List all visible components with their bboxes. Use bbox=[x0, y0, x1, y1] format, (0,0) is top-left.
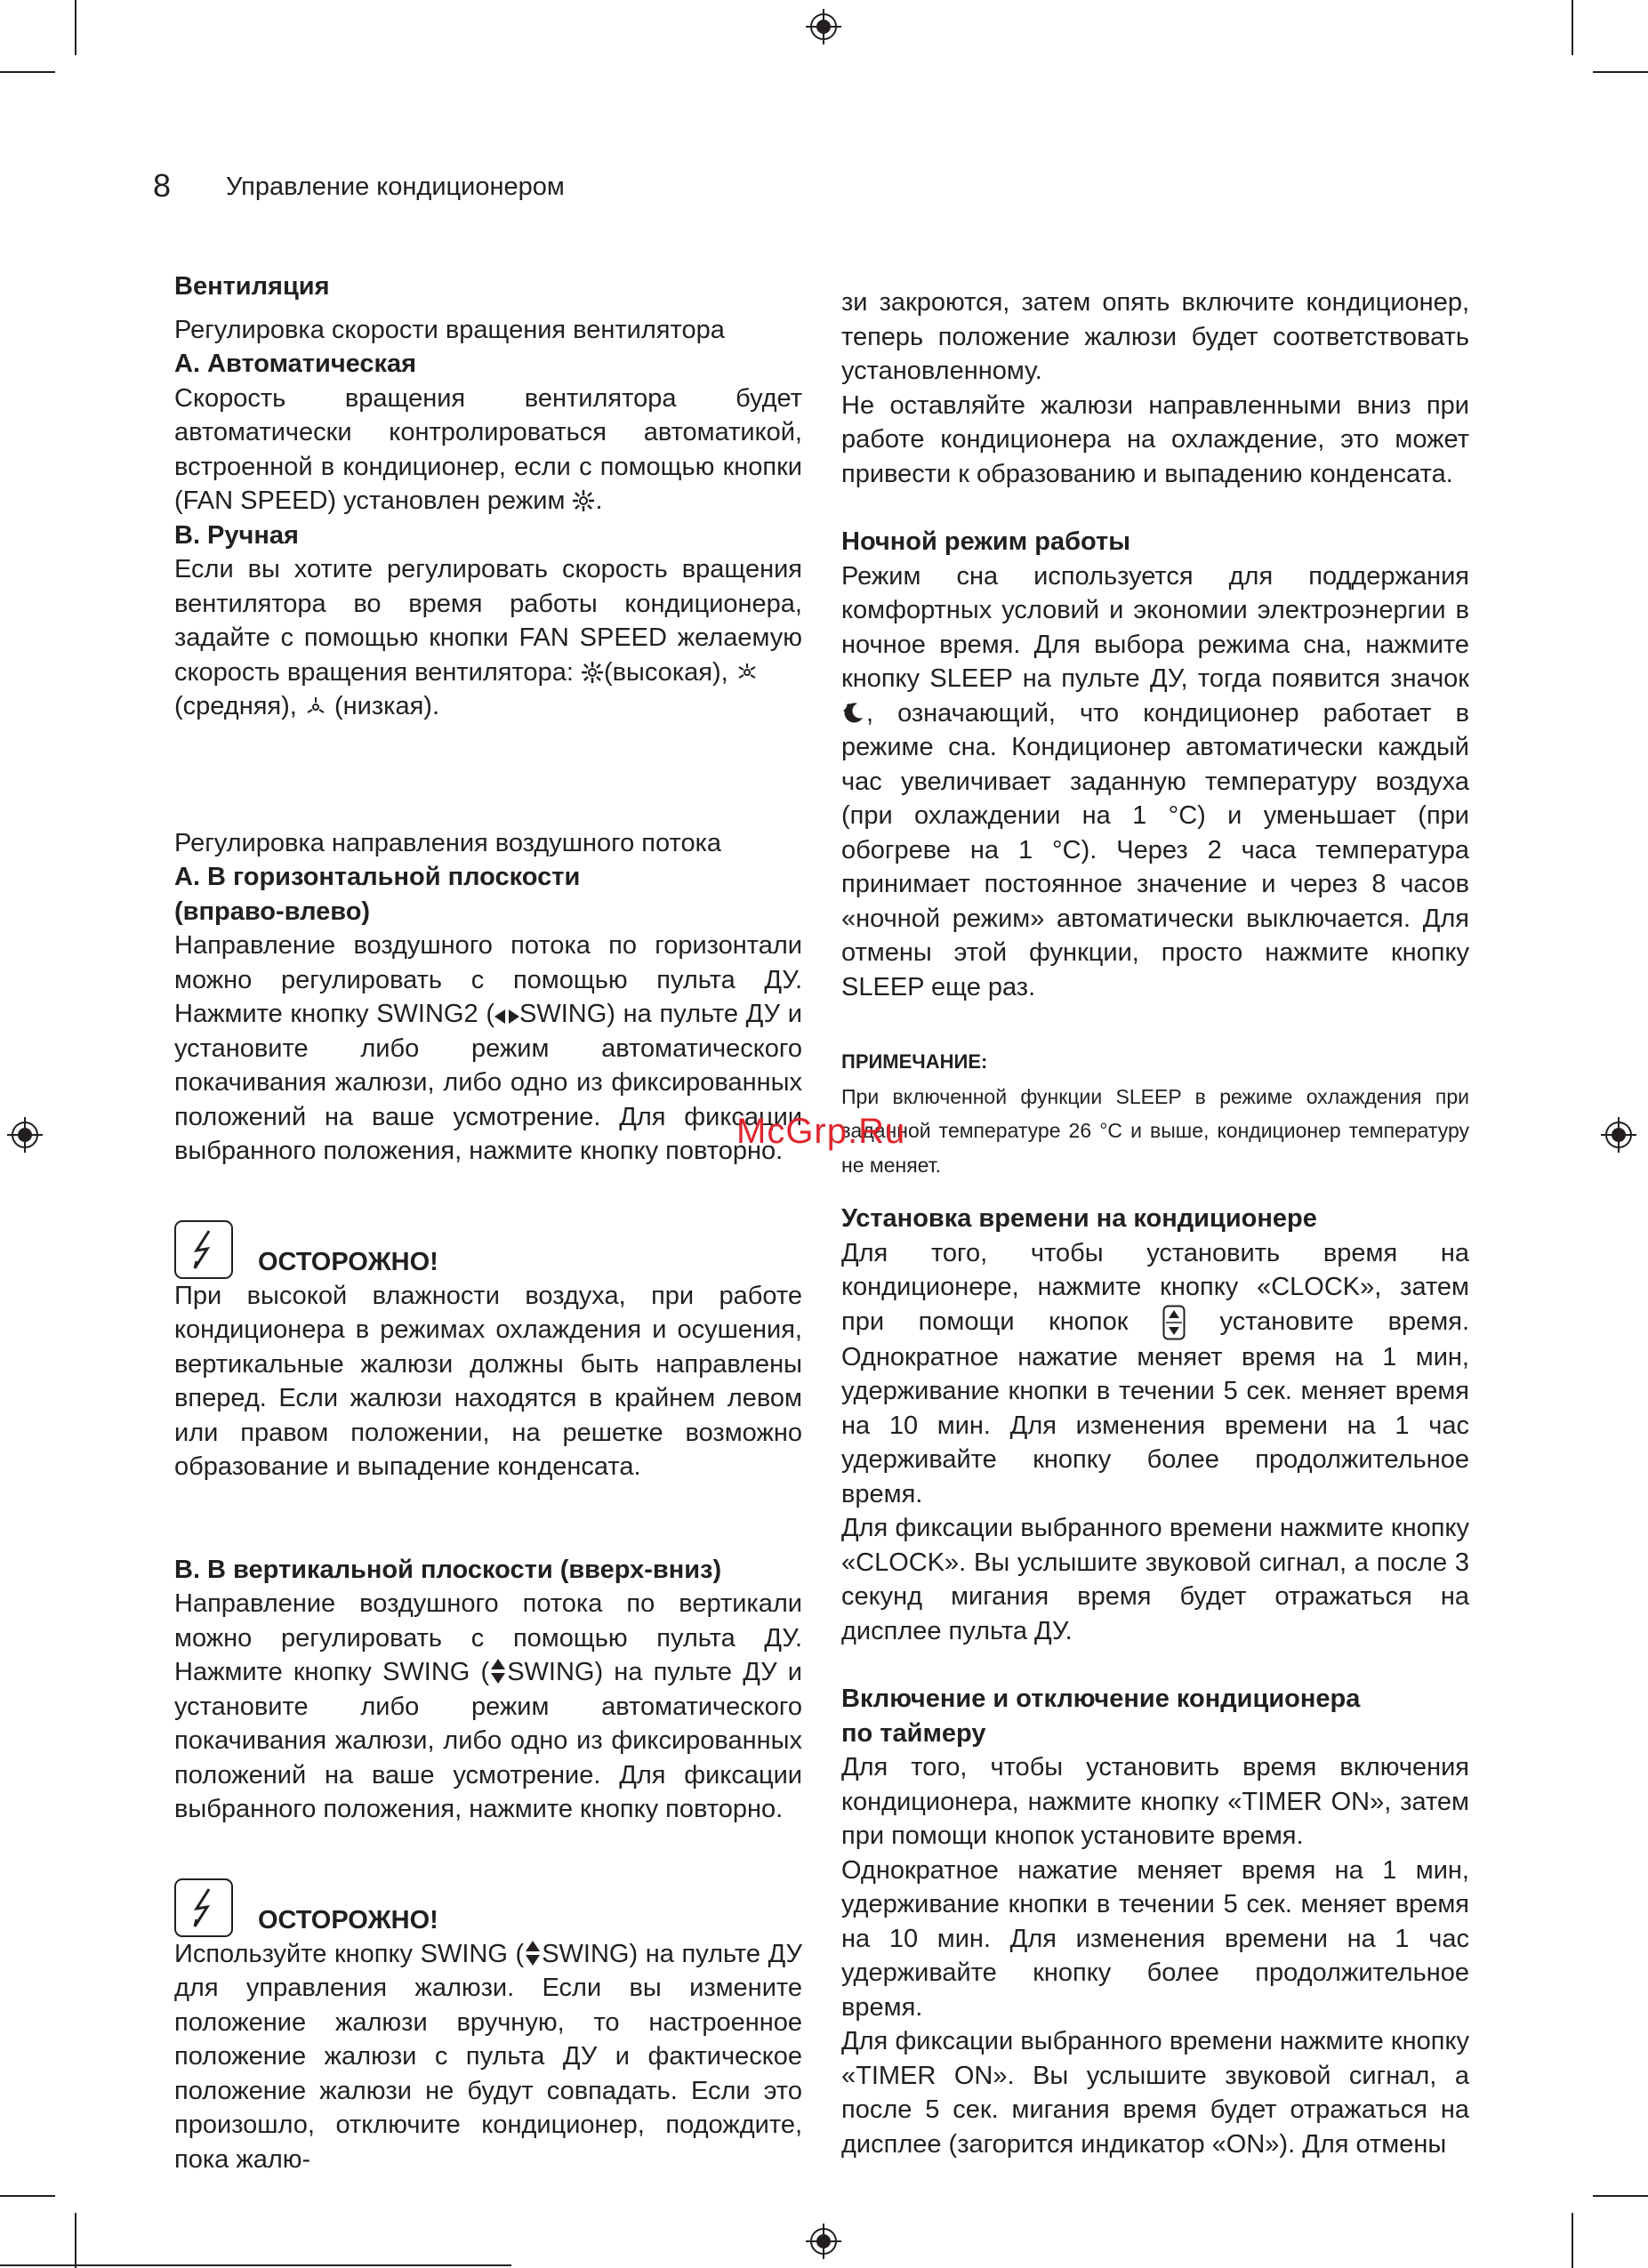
lightning-warning-icon bbox=[174, 1220, 233, 1279]
auto-title: A. Автоматическая bbox=[174, 350, 417, 378]
page-title: Управление кондиционером bbox=[226, 173, 565, 201]
crop-mark-bottom-right-v bbox=[1572, 2213, 1573, 2268]
auto-paragraph: Скорость вращения вентилятора будет автоматически контролироваться автоматикой, встроенной в кондиционер, если с помощью кнопки (FAN SPEED) установлен режим . bbox=[174, 383, 802, 515]
crop-mark-top-left bbox=[0, 71, 55, 73]
ventilation-title: Вентиляция bbox=[174, 272, 330, 301]
horizontal-title: A. В горизонтальной плоскости (вправо-влево) bbox=[174, 863, 581, 926]
crop-mark-top-right-v bbox=[1572, 0, 1573, 55]
continued-paragraph-1: зи закроются, затем опять включите кондиционер, теперь положение жалюзи будет соответствовать установленному. bbox=[841, 288, 1469, 385]
swing-horizontal-icon bbox=[494, 1008, 519, 1025]
registration-mark-bottom-icon bbox=[806, 2224, 841, 2259]
night-mode-paragraph: Режим сна используется для поддержания комфортных условий и экономии электроэнергии в ночное время. Для выбора режима сна, нажмите кнопку SLEEP на пульте ДУ, тогда появится значок , означающий, что кондиционер работает в режиме сна. Кондиционер автоматически каждый час увеличивает заданную температуру воздуха (при охлаждении на 1 °C) и уменьшает (при обогреве на 1 °C). Через 2 часа температура принимает постоянное значение и через 8 часов «ночной режим» автоматически выключается. Для отмены этой функции, просто нажмите кнопку SLEEP еще раз. bbox=[841, 561, 1469, 1001]
timer-paragraph-3: Для фиксации выбранного времени нажмите кнопку «TIMER ON». Вы услышите звуковой сигнал, а после 5 сек. мигания время будет отражаться на дисплее (загорится индикатор «ON»). Для отмены bbox=[841, 2027, 1469, 2159]
timer-paragraph-2: Однократное нажатие меняет время на 1 мин, удерживание кнопки в течении 5 сек. меняет время на 10 мин. Для изменения времени на 1 час удерживайте кнопку более продолжительное время. bbox=[841, 1855, 1469, 2022]
fan-medium-icon bbox=[736, 661, 759, 684]
watermark: McGrp.Ru bbox=[736, 1112, 906, 1151]
manual-title: B. Ручная bbox=[174, 520, 299, 550]
horizontal-paragraph: Направление воздушного потока по горизонтали можно регулировать с помощью пульта ДУ. Нажмите кнопку SWING2 ( SWING) на пульте ДУ и установите либо режим автоматического покачивания жалюзи, либо одно из фиксированных положений на ваше усмотрение. Для фиксации выбранного положения, нажмите кнопку повторно. bbox=[174, 931, 803, 1165]
fan-auto-icon bbox=[572, 489, 595, 512]
page-number: 8 bbox=[153, 167, 172, 204]
caution-1 bbox=[174, 1208, 802, 1279]
manual-paragraph: Если вы хотите регулировать скорость вращения вентилятора во время работы кондиционера, задайте с помощью кнопки FAN SPEED желаемую скорость вращения вентилятора: (высокая), (средняя), (низкая). bbox=[174, 555, 802, 720]
airflow-heading: Регулировка направления воздушного потока bbox=[174, 828, 722, 857]
vertical-title: B. В вертикальной плоскости (вверх-вниз) bbox=[174, 1555, 722, 1584]
registration-mark-left-icon bbox=[7, 1117, 43, 1153]
caution-2 bbox=[174, 1866, 802, 1937]
crop-mark-top-left-v bbox=[75, 0, 76, 55]
continued-paragraph-2: Не оставляйте жалюзи направленными вниз при работе кондиционера на охлаждение, это может привести к образованию и выпадению конденсата. bbox=[841, 390, 1469, 488]
timer-title: Включение и отключение кондиционера по таймеру bbox=[841, 1685, 1361, 1748]
bottom-rule bbox=[0, 2264, 511, 2266]
up-down-buttons-icon bbox=[1162, 1305, 1186, 1340]
note-title: ПРИМЕЧАНИЕ: bbox=[841, 1050, 988, 1073]
caution-1-title: ОСТОРОЖНО! bbox=[258, 1247, 438, 1276]
crop-mark-top-right bbox=[1593, 71, 1648, 73]
fan-low-icon bbox=[304, 695, 327, 718]
swing-vertical-icon bbox=[524, 1941, 542, 1966]
note-text: При включенной функции SLEEP в режиме охлаждения при заданной температуре 26 °C и выше, кондиционер температуру не меняет. bbox=[841, 1084, 1469, 1177]
crop-mark-bottom-right bbox=[1593, 2195, 1648, 2197]
caution-2-title: ОСТОРОЖНО! bbox=[258, 1905, 438, 1934]
crop-mark-bottom-left-v bbox=[75, 2213, 76, 2268]
clock-title: Установка времени на кондиционере bbox=[841, 1204, 1317, 1233]
sleep-moon-icon bbox=[841, 700, 866, 725]
registration-mark-right-icon bbox=[1601, 1117, 1636, 1153]
crop-mark-bottom-left bbox=[0, 2195, 55, 2197]
clock-fix-paragraph: Для фиксации выбранного времени нажмите кнопку «CLOCK». Вы услышите звуковой сигнал, а после 3 секунд мигания время будет отражаться на дисплее пульта ДУ. bbox=[841, 1514, 1469, 1645]
night-mode-title: Ночной режим работы bbox=[841, 527, 1130, 556]
fan-speed-heading: Регулировка скорости вращения вентилятора bbox=[174, 315, 725, 344]
swing-vertical-icon bbox=[489, 1659, 507, 1684]
timer-paragraph-1: Для того, чтобы установить время включения кондиционера, нажмите кнопку «TIMER ON», затем при помощи кнопок установите время. bbox=[841, 1753, 1469, 1850]
registration-mark-top-icon bbox=[806, 9, 841, 44]
caution-2-text: Используйте кнопку SWING ( SWING) на пульте ДУ для управления жалюзи. Если вы измените положение жалюзи вручную, то настроенное положение жалюзи с пульта ДУ и фактическое положение жалюзи не будут совпадать. Если это произошло, отключите кондиционер, подождите, пока жалю- bbox=[174, 1939, 802, 2174]
right-column bbox=[841, 286, 1469, 2161]
lightning-warning-icon bbox=[174, 1878, 233, 1937]
fan-high-icon bbox=[581, 661, 604, 684]
vertical-paragraph: Направление воздушного потока по вертикали можно регулировать с помощью пульта ДУ. Нажмите кнопку SWING ( SWING) на пульте ДУ и установите либо режим автоматического покачивания жалюзи, либо одно из фиксированных положений на ваше усмотрение. Для фиксации выбранного положения, нажмите кнопку повторно. bbox=[174, 1589, 802, 1823]
clock-paragraph: Для того, чтобы установить время на кондиционере, нажмите кнопку «CLOCK», затем при помощи кнопок установите время. Однократное нажатие меняет время на 1 мин, удерживание кнопки в течении 5 сек. меняет время на 10 мин. Для изменения времени на 1 час удерживайте кнопку более продолжительное время. bbox=[841, 1238, 1470, 1508]
left-column bbox=[174, 269, 802, 2176]
caution-1-text: При высокой влажности воздуха, при работе кондиционера в режимах охлаждения и осушения, вертикальные жалюзи должны быть направлены вперед. Если жалюзи находятся в крайнем левом или правом положении, на решетке возможно образование и выпадение конденсата. bbox=[174, 1281, 802, 1481]
